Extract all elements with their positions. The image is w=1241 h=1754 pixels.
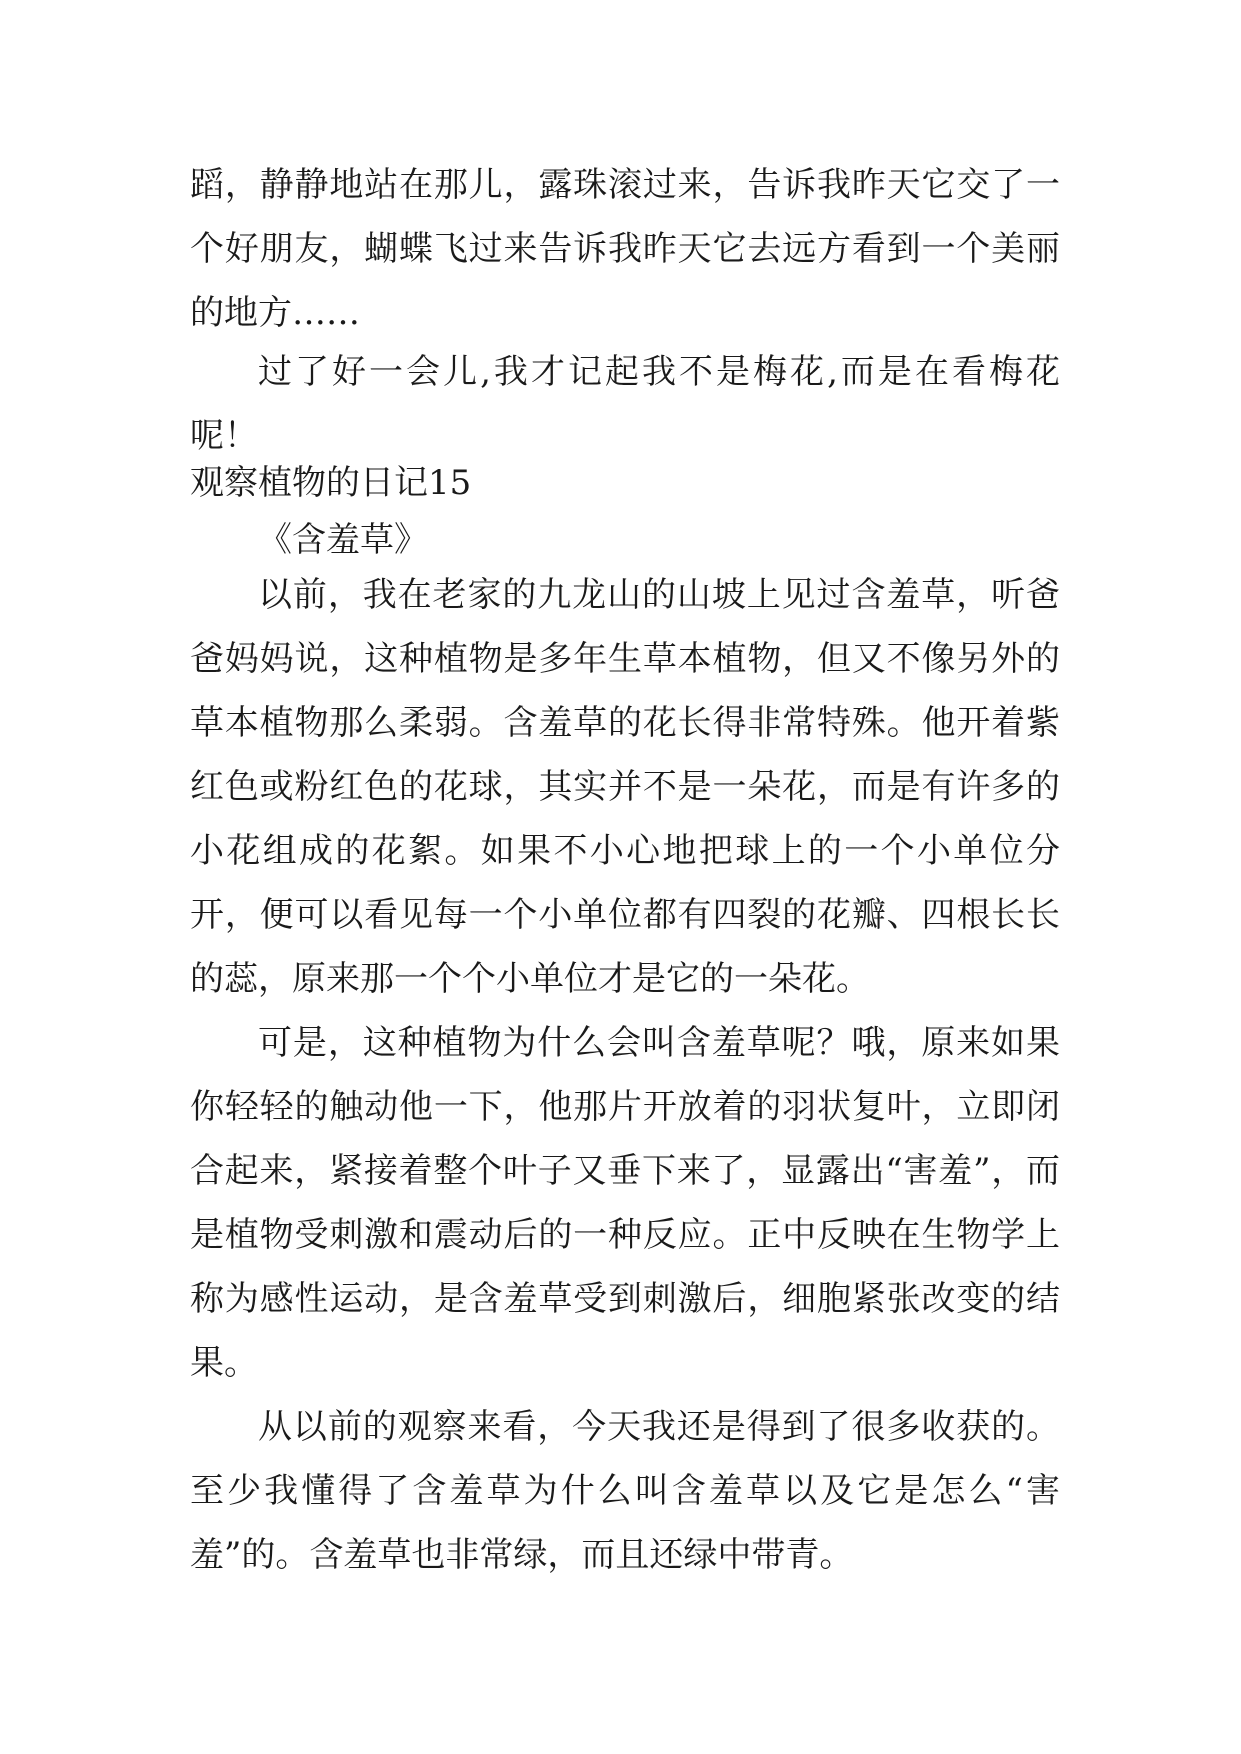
closing-block [190, 340, 1060, 468]
essay-title: 《含羞草》 [258, 520, 428, 560]
essay-body [190, 563, 1060, 1587]
closing-paragraph: 过了好一会儿,我才记起我不是梅花,而是在看梅花呢！ [190, 352, 1060, 456]
continuation-block [190, 153, 1060, 345]
body-paragraph: 从以前的观察来看，今天我还是得到了很多收获的。至少我懂得了含羞草为什么叫含羞草以及它是怎么“害羞”的。含羞草也非常绿，而且还绿中带青。 [190, 1407, 1060, 1575]
body-paragraph: 可是，这种植物为什么会叫含羞草呢？哦，原来如果你轻轻的触动他一下，他那片开放着的羽状复叶，立即闭合起来，紧接着整个叶子又垂下来了，显露出“害羞”，而是植物受刺激和震动后的一种反应。正中反映在生物学上称为感性运动，是含羞草受到刺激后，细胞紧张改变的结果。 [190, 1023, 1060, 1383]
continuation-paragraph: 蹈，静静地站在那儿，露珠滚过来，告诉我昨天它交了一个好朋友，蝴蝶飞过来告诉我昨天它去远方看到一个美丽的地方…… [190, 165, 1060, 333]
body-paragraph: 以前，我在老家的九龙山的山坡上见过含羞草，听爸爸妈妈说，这种植物是多年生草本植物，但又不像另外的草本植物那么柔弱。含羞草的花长得非常特殊。他开着紫红色或粉红色的花球，其实并不是一朵花，而是有许多的小花组成的花絮。如果不小心地把球上的一个小单位分开，便可以看见每一个小单位都有四裂的花瓣、四根长长的蕊，原来那一个个小单位才是它的一朵花。 [190, 575, 1060, 999]
diary-title: 观察植物的日记15 [190, 463, 472, 503]
